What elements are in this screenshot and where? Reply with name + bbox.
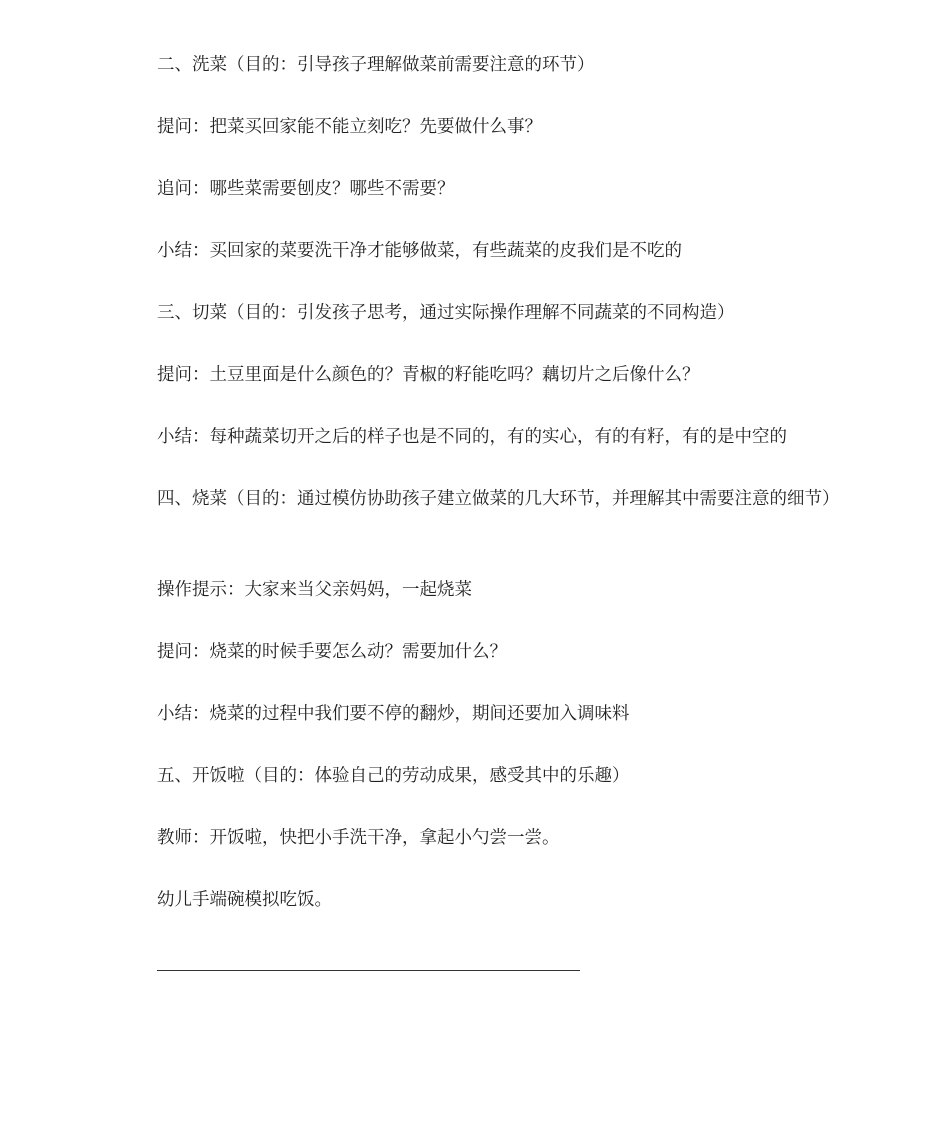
summary-cook: 小结：烧菜的过程中我们要不停的翻炒，期间还要加入调味料 — [157, 704, 630, 724]
teacher-line: 教师：开饭啦，快把小手洗干净，拿起小勺尝一尝。 — [157, 828, 560, 848]
horizontal-rule — [157, 970, 580, 971]
section-heading-cook-vegetables: 四、烧菜（目的：通过模仿协助孩子建立做菜的几大环节，并理解其中需要注意的细节） — [157, 489, 840, 509]
follow-up-question-peel: 追问：哪些菜需要刨皮？哪些不需要？ — [157, 179, 455, 199]
summary-wash: 小结：买回家的菜要洗干净才能够做菜，有些蔬菜的皮我们是不吃的 — [157, 241, 682, 261]
operation-hint: 操作提示：大家来当父亲妈妈，一起烧菜 — [157, 580, 472, 600]
question-cook: 提问：烧菜的时候手要怎么动？需要加什么？ — [157, 642, 507, 662]
question-buy-vegetables: 提问：把菜买回家能不能立刻吃？先要做什么事？ — [157, 117, 542, 137]
children-action: 幼儿手端碗模拟吃饭。 — [157, 890, 332, 910]
question-cut: 提问：土豆里面是什么颜色的？青椒的籽能吃吗？藕切片之后像什么？ — [157, 365, 700, 385]
summary-cut: 小结：每种蔬菜切开之后的样子也是不同的，有的实心，有的有籽，有的是中空的 — [157, 427, 787, 447]
section-heading-cut-vegetables: 三、切菜（目的：引发孩子思考，通过实际操作理解不同蔬菜的不同构造） — [157, 303, 735, 323]
section-heading-meal-time: 五、开饭啦（目的：体验自己的劳动成果，感受其中的乐趣） — [157, 766, 630, 786]
section-heading-wash-vegetables: 二、洗菜（目的：引导孩子理解做菜前需要注意的环节） — [157, 55, 595, 75]
